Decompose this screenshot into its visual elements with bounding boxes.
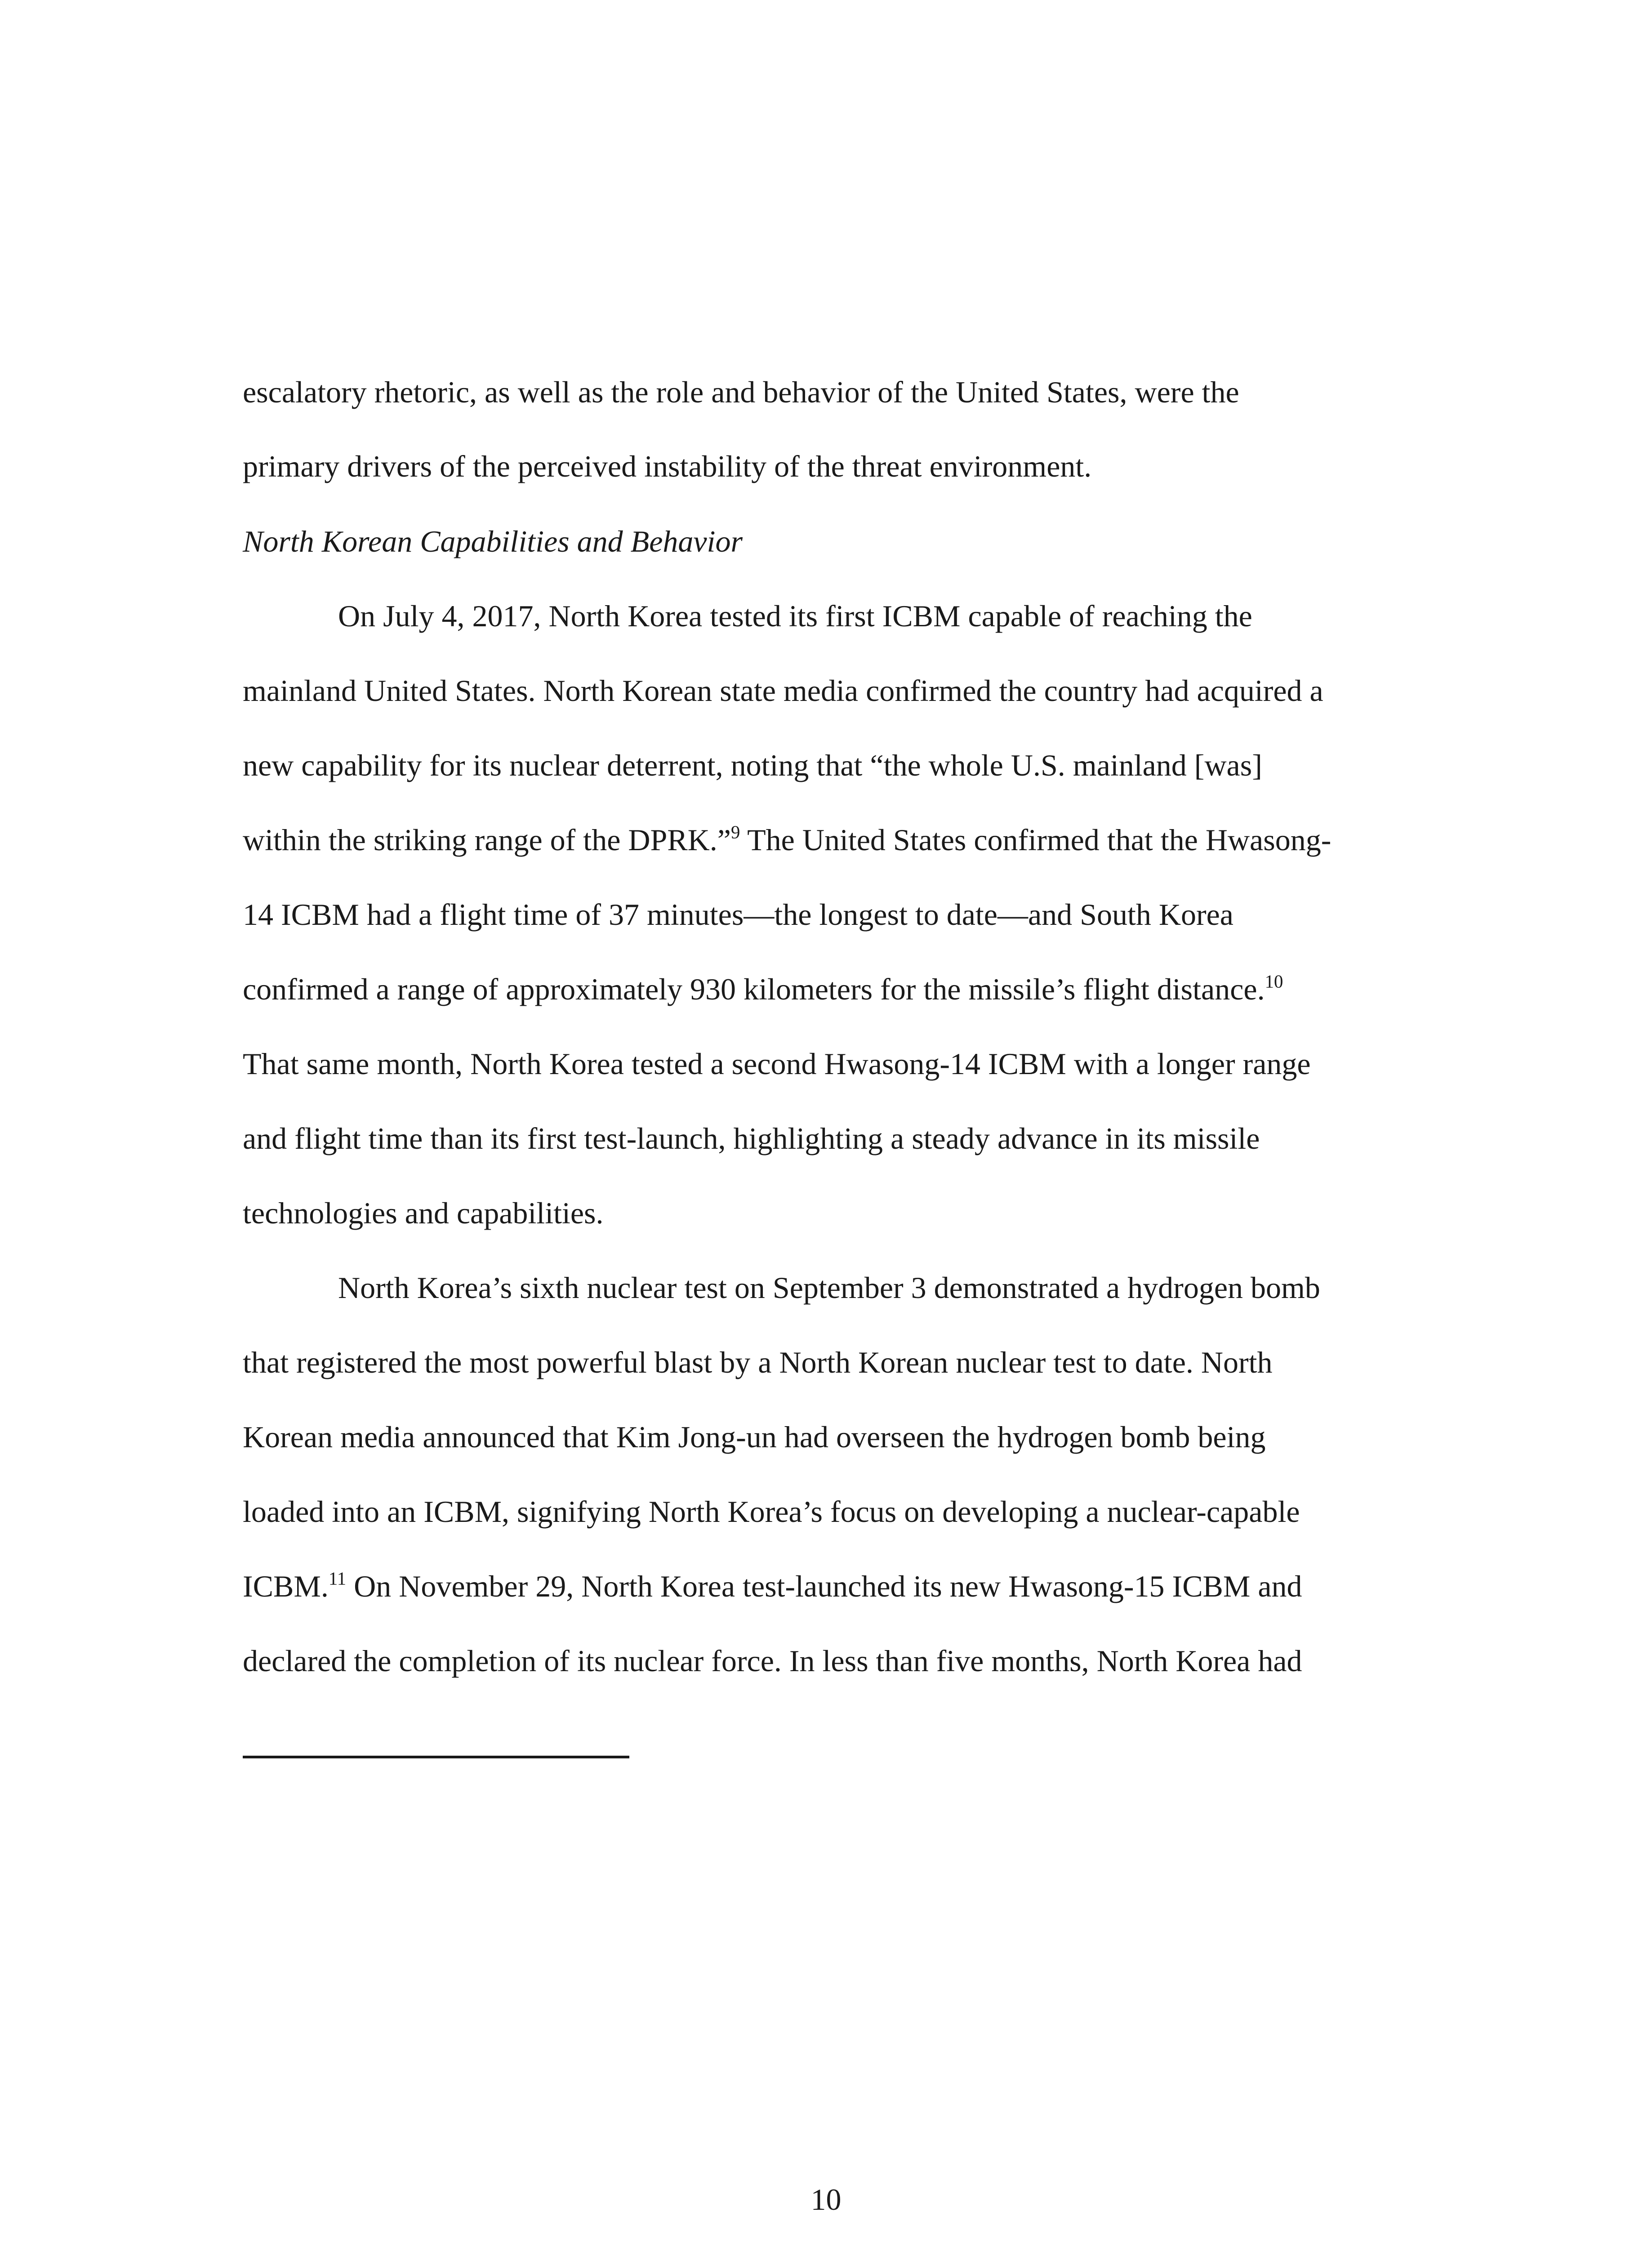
paragraph-2-line-8: and flight time than its first test-launch, highlighting a steady advance in its missile — [243, 1121, 1260, 1155]
paragraph-2-line-6 — [243, 971, 1283, 1006]
footnote-ref-9: 9 — [730, 822, 740, 843]
section-heading: North Korean Capabilities and Behavior — [243, 524, 743, 558]
paragraph-2-line-3: new capability for its nuclear deterrent, noting that “the whole U.S. mainland [was] — [243, 748, 1262, 782]
footnote-separator — [243, 1756, 629, 1758]
paragraph-3-line-4: loaded into an ICBM, signifying North Korea’s focus on developing a nuclear-capable — [243, 1494, 1300, 1529]
paragraph-2-line-9: technologies and capabilities. — [243, 1196, 604, 1230]
paragraph-2-line-1: On July 4, 2017, North Korea tested its first ICBM capable of reaching the — [338, 599, 1252, 633]
paragraph-2-line-5: 14 ICBM had a flight time of 37 minutes—the longest to date—and South Korea — [243, 897, 1233, 932]
paragraph-3-line-3: Korean media announced that Kim Jong-un had overseen the hydrogen bomb being — [243, 1420, 1266, 1454]
paragraph-2-line-6-text: confirmed a range of approximately 930 kilometers for the missile’s flight distance. — [243, 972, 1265, 1006]
paragraph-2-line-4 — [243, 822, 1331, 857]
paragraph-2-line-4-text-b: The United States confirmed that the Hwasong- — [740, 823, 1331, 857]
paragraph-3-line-5-text-b: On November 29, North Korea test-launched its new Hwasong-15 ICBM and — [346, 1569, 1302, 1603]
paragraph-1-line-1: escalatory rhetoric, as well as the role and behavior of the United States, were the — [243, 375, 1239, 409]
paragraph-3-line-2: that registered the most powerful blast by a North Korean nuclear test to date. North — [243, 1345, 1273, 1379]
footnote-ref-11: 11 — [328, 1568, 347, 1589]
paragraph-3-line-5 — [243, 1568, 1302, 1603]
paragraph-3-line-1: North Korea’s sixth nuclear test on September 3 demonstrated a hydrogen bomb — [338, 1271, 1320, 1305]
paragraph-3-line-6: declared the completion of its nuclear force. In less than five months, North Korea had — [243, 1644, 1302, 1678]
paragraph-1-line-2: primary drivers of the perceived instability of the threat environment. — [243, 449, 1092, 483]
paragraph-2-line-4-text-a: within the striking range of the DPRK.” — [243, 823, 731, 857]
footnote-ref-10: 10 — [1265, 971, 1283, 992]
paragraph-2-line-2: mainland United States. North Korean state media confirmed the country had acquired a — [243, 674, 1323, 708]
paragraph-2-line-7: That same month, North Korea tested a second Hwasong-14 ICBM with a longer range — [243, 1047, 1311, 1081]
page-number: 10 — [810, 2182, 842, 2217]
paragraph-3-line-5-text-a: ICBM. — [243, 1569, 329, 1603]
